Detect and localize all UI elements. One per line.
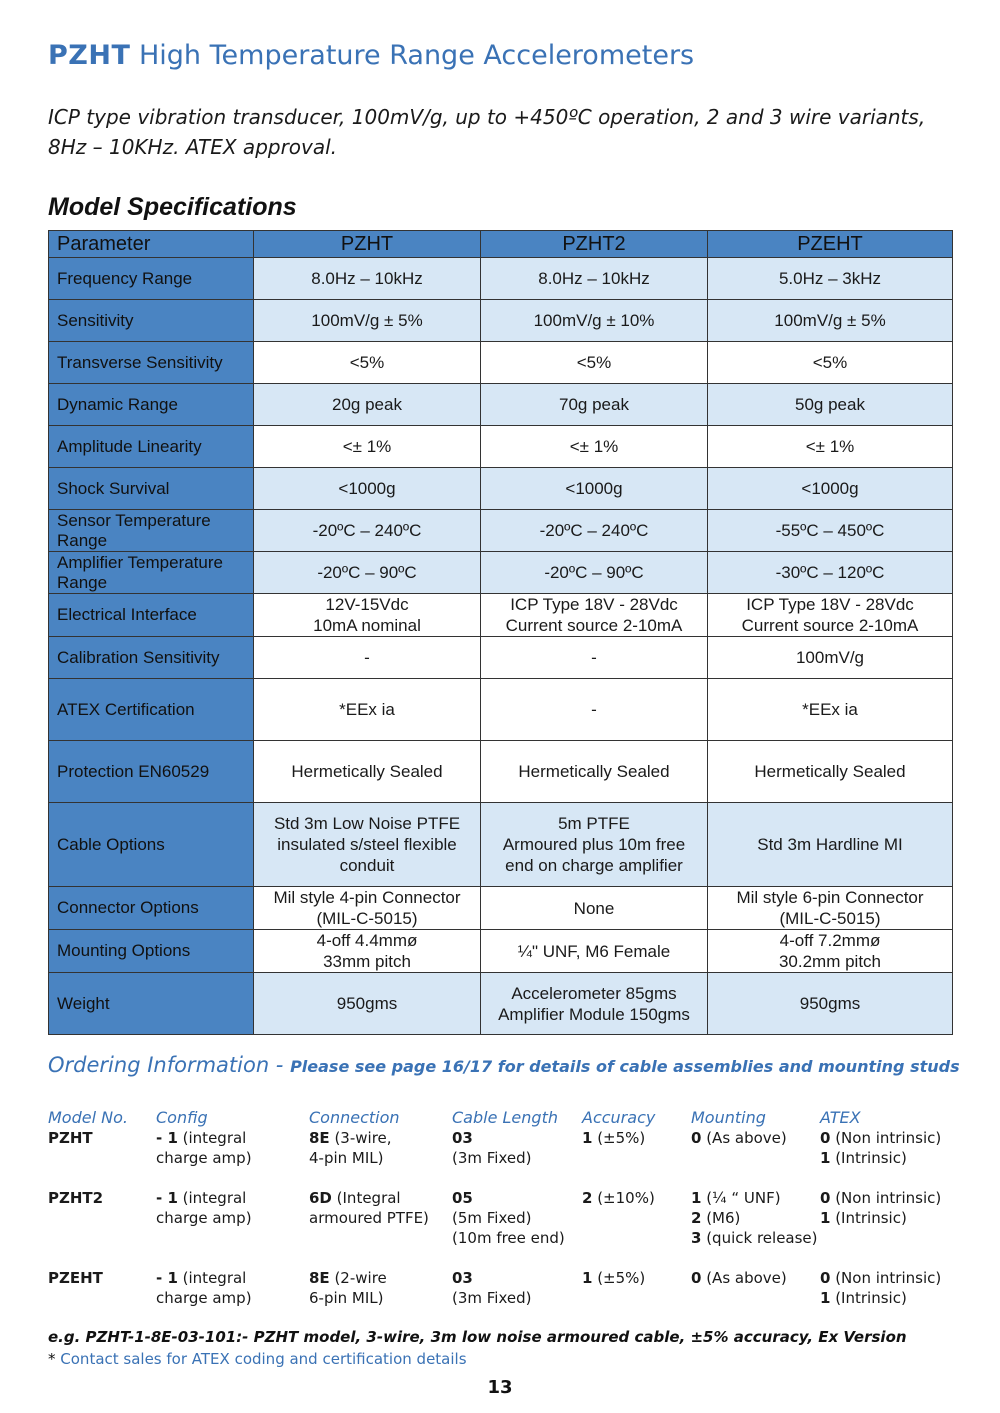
option-description: (±10%) [592,1189,655,1207]
option-description: (10m free end) [452,1229,565,1247]
option-description: (±5%) [592,1129,646,1147]
spec-param-label: Dynamic Range [49,384,254,426]
spec-value-cell [481,679,708,741]
option-description: (¼ “ UNF) [701,1189,781,1207]
spec-value-line: Std 3m Hardline MI [757,835,903,854]
ordering-option-line [820,1128,941,1148]
option-code: 1 [820,1149,831,1167]
spec-value-cell [708,468,953,510]
ordering-option-line [309,1188,429,1208]
spec-value-cell [708,552,953,594]
product-summary: ICP type vibration transducer, 100mV/g, up to +450ºC operation, 2 and 3 wire variants, 8Hz – 10KHz. ATEX approval. [48,105,926,159]
ordering-option-mounting [691,1128,787,1148]
spec-value-cell [481,510,708,552]
option-description: (3m Fixed) [452,1149,532,1167]
spec-param-label: Electrical Interface [49,594,254,637]
spec-value-line: - [591,700,597,719]
option-code: 2 [691,1209,702,1227]
ordering-option-cable [452,1268,532,1308]
spec-header-parameter: Parameter [49,231,254,258]
spec-row [49,594,953,637]
spec-value-cell [254,552,481,594]
ordering-option-line [691,1188,818,1208]
spec-row [49,552,953,594]
spec-value-line: <1000g [801,479,859,498]
ordering-column-header: Connection [309,1108,400,1127]
option-description: (±5%) [592,1269,646,1287]
spec-value-line: None [573,898,615,918]
spec-value-line: insulated s/steel flexible [277,835,457,854]
spec-value-cell [481,973,708,1035]
spec-value-line: end on charge amplifier [505,856,683,875]
option-code: 1 [582,1129,593,1147]
spec-value-cell [708,930,953,973]
spec-value-line: 4-off 7.2mmø [779,931,881,950]
spec-value-line: 5.0Hz – 3kHz [778,269,882,288]
spec-value-cell [708,741,953,803]
spec-value-line: Hermetically Sealed [754,762,906,781]
spec-value-line: (MIL-C-5015) [779,909,881,928]
spec-row [49,510,953,552]
ordering-option-line [820,1288,941,1308]
ordering-option-connection [309,1128,392,1168]
spec-value-line: 8.0Hz – 10kHz [311,269,423,288]
ordering-option-line [156,1148,252,1168]
ordering-option-line [452,1148,532,1168]
page-title [48,40,694,71]
ordering-heading [48,1053,960,1077]
spec-param-label: Weight [49,973,254,1035]
ordering-option-cable [452,1128,532,1168]
ordering-option-line [820,1208,941,1228]
spec-row [49,426,953,468]
spec-value-cell [254,803,481,887]
ordering-option-line [309,1148,392,1168]
spec-param-label: Transverse Sensitivity [49,342,254,384]
spec-value-cell [254,300,481,342]
option-code: 0 [691,1269,702,1287]
spec-value-line: ¼" UNF, M6 Female [517,941,671,961]
spec-row [49,679,953,741]
spec-value-line: 4-off 4.4mmø [316,931,418,950]
spec-header-pzeht: PZEHT [708,231,953,258]
option-description: 4-pin MIL) [309,1149,384,1167]
spec-value-cell [708,426,953,468]
option-description: (integral [177,1269,247,1287]
option-description: (3-wire, [329,1129,392,1147]
spec-value-line: 70g peak [559,395,629,414]
spec-value-cell [481,300,708,342]
option-code: 0 [691,1129,702,1147]
option-code: 1 [820,1209,831,1227]
spec-param-label: Cable Options [49,803,254,887]
spec-value-line: -55ºC – 450ºC [775,521,885,540]
spec-value-cell [254,384,481,426]
spec-value-cell [481,342,708,384]
spec-value-line: Current source 2-10mA [741,616,919,635]
model-code: PZEHT [48,1269,103,1287]
option-code: 05 [452,1189,473,1207]
option-description: (integral [177,1189,247,1207]
spec-value-cell [254,468,481,510]
option-code: - 1 [156,1269,178,1287]
spec-value-line: 33mm pitch [323,952,411,971]
spec-param-label: Amplitude Linearity [49,426,254,468]
option-description: (Non intrinsic) [830,1129,942,1147]
spec-value-cell [254,510,481,552]
spec-value-line: -20ºC – 240ºC [539,521,649,540]
spec-value-cell [481,258,708,300]
page-number: 13 [487,1377,513,1398]
ordering-title: Ordering Information - [48,1053,291,1077]
ordering-option-accuracy [582,1188,655,1208]
spec-value-line: 12V-15Vdc [325,595,409,614]
ordering-option-line [691,1128,787,1148]
model-code: PZHT2 [48,1189,104,1207]
spec-value-cell [254,887,481,930]
spec-value-cell [481,426,708,468]
spec-table [48,230,953,1035]
spec-param-label: ATEX Certification [49,679,254,741]
footnote-star: * [48,1350,56,1368]
ordering-option-connection [309,1188,429,1228]
spec-header-pzht: PZHT [254,231,481,258]
spec-value-line: <1000g [565,479,623,498]
spec-row [49,300,953,342]
spec-param-label: Connector Options [49,887,254,930]
ordering-option-line [452,1268,532,1288]
ordering-example: e.g. PZHT-1-8E-03-101:- PZHT model, 3-wire, 3m low noise armoured cable, ±5% accuracy, Ex Version [48,1328,907,1346]
spec-value-line: Armoured plus 10m free [502,835,686,854]
spec-value-line: 100mV/g ± 5% [774,311,886,330]
spec-value-cell [708,300,953,342]
ordering-option-line [691,1208,818,1228]
ordering-option-line [309,1288,387,1308]
spec-row [49,384,953,426]
spec-row [49,973,953,1035]
spec-value-cell [481,637,708,679]
option-description: (M6) [701,1209,741,1227]
spec-value-cell [708,679,953,741]
option-description: (5m Fixed) [452,1209,532,1227]
ordering-column-header: Model No. [48,1108,128,1127]
spec-row [49,637,953,679]
spec-value-line: 30.2mm pitch [778,952,882,971]
spec-value-line: 50g peak [795,395,865,414]
spec-row [49,468,953,510]
spec-value-line: 100mV/g [795,648,865,667]
spec-value-line: <± 1% [805,437,855,456]
ordering-option-line [309,1208,429,1228]
ordering-option-line [452,1288,532,1308]
option-code: 0 [820,1129,831,1147]
ordering-option-line [820,1148,941,1168]
option-code: 0 [820,1189,831,1207]
spec-value-line: *EEx ia [802,700,858,719]
spec-param-label: Amplifier Temperature Range [49,552,254,594]
spec-value-line: Mil style 6-pin Connector [736,888,924,907]
spec-row [49,258,953,300]
ordering-option-connection [309,1268,387,1308]
spec-value-cell [254,973,481,1035]
model-code: PZHT [48,1129,93,1147]
spec-value-cell [254,741,481,803]
spec-param-label: Shock Survival [49,468,254,510]
spec-value-line: <1000g [338,479,396,498]
spec-value-line: Hermetically Sealed [518,762,670,781]
option-description: (Intrinsic) [830,1289,907,1307]
ordering-column-header: Cable Length [452,1108,558,1127]
spec-value-line: Current source 2-10mA [505,616,683,635]
spec-value-cell [481,803,708,887]
option-description: (3m Fixed) [452,1289,532,1307]
spec-value-cell [254,930,481,973]
ordering-option-line [156,1268,252,1288]
spec-value-cell [708,803,953,887]
spec-value-line: <± 1% [569,437,619,456]
ordering-option-line [820,1268,941,1288]
spec-value-line: Hermetically Sealed [291,762,443,781]
spec-value-line: 5m PTFE [558,814,630,833]
spec-value-cell [708,342,953,384]
spec-value-line: - [364,648,370,667]
ordering-option-config [156,1128,252,1168]
footnote-text: Contact sales for ATEX coding and certification details [60,1350,467,1368]
spec-value-cell [254,258,481,300]
option-description: (As above) [701,1269,787,1287]
option-code: - 1 [156,1129,178,1147]
spec-value-cell [708,258,953,300]
spec-value-cell [254,426,481,468]
spec-value-line: 100mV/g ± 5% [311,311,423,330]
spec-value-cell [708,637,953,679]
spec-value-line: <± 1% [342,437,392,456]
spec-value-line: -30ºC – 120ºC [775,563,885,582]
spec-row [49,803,953,887]
ordering-option-atex [820,1128,941,1168]
spec-value-line: <5% [349,353,385,372]
ordering-option-line [582,1188,655,1208]
option-code: 6D [309,1189,332,1207]
option-code: 1 [691,1189,702,1207]
option-code: - 1 [156,1189,178,1207]
option-code: 0 [820,1269,831,1287]
ordering-option-cable [452,1188,565,1248]
spec-value-line: <5% [812,353,848,372]
ordering-model-name [48,1268,103,1288]
spec-value-cell [708,384,953,426]
spec-value-cell [254,342,481,384]
ordering-option-config [156,1268,252,1308]
spec-value-line: 8.0Hz – 10kHz [538,269,650,288]
option-code: 8E [309,1129,330,1147]
option-description: 6-pin MIL) [309,1289,384,1307]
spec-value-cell [481,594,708,637]
spec-param-label: Mounting Options [49,930,254,973]
ordering-column-header: Config [156,1108,208,1127]
ordering-option-line [820,1188,941,1208]
option-description: armoured PTFE) [309,1209,429,1227]
ordering-option-config [156,1188,252,1228]
spec-value-cell [481,552,708,594]
ordering-model-name [48,1188,103,1208]
ordering-option-line [309,1268,387,1288]
ordering-option-line [452,1208,565,1228]
spec-value-line: ICP Type 18V - 28Vdc [746,595,914,614]
ordering-option-line [156,1288,252,1308]
spec-header-pzht2: PZHT2 [481,231,708,258]
ordering-model-name [48,1128,93,1148]
spec-value-cell [708,594,953,637]
option-description: (quick release) [701,1229,818,1247]
spec-value-line: 10mA nominal [313,616,421,635]
spec-value-line: 950gms [799,994,861,1013]
atex-footnote [48,1350,467,1368]
spec-param-label: Sensor Temperature Range [49,510,254,552]
ordering-option-line [582,1268,645,1288]
ordering-option-line [156,1188,252,1208]
spec-header-row [49,231,953,258]
spec-value-line: Mil style 4-pin Connector [273,888,461,907]
option-description: (Non intrinsic) [830,1269,942,1287]
title-model: PZHT [48,40,131,71]
spec-value-line: ICP Type 18V - 28Vdc [510,595,678,614]
ordering-option-line [582,1128,645,1148]
ordering-option-line [691,1228,818,1248]
spec-value-line: - [591,648,597,667]
spec-value-cell [481,741,708,803]
ordering-column-header: Mounting [691,1108,766,1127]
option-description: (As above) [701,1129,787,1147]
spec-param-label: Sensitivity [49,300,254,342]
option-description: (Non intrinsic) [830,1189,942,1207]
ordering-option-line [691,1268,787,1288]
option-description: (integral [177,1129,247,1147]
spec-value-line: 100mV/g ± 10% [533,311,655,330]
spec-value-cell [708,510,953,552]
ordering-option-atex [820,1188,941,1228]
spec-value-line: conduit [339,856,395,875]
option-code: 1 [582,1269,593,1287]
spec-value-cell [254,594,481,637]
spec-value-cell [254,679,481,741]
option-description: (Integral [331,1189,401,1207]
option-code: 03 [452,1269,473,1287]
spec-value-cell [254,637,481,679]
spec-value-cell [481,384,708,426]
spec-value-line: -20ºC – 90ºC [544,563,644,582]
spec-value-cell [481,468,708,510]
spec-value-line: Std 3m Low Noise PTFE [273,814,461,833]
spec-param-label: Frequency Range [49,258,254,300]
option-code: 1 [820,1289,831,1307]
ordering-option-line [452,1228,565,1248]
ordering-option-line [452,1128,532,1148]
ordering-option-mounting [691,1188,818,1248]
title-text: High Temperature Range Accelerometers [138,40,695,71]
ordering-option-mounting [691,1268,787,1288]
ordering-option-line [156,1128,252,1148]
spec-row [49,342,953,384]
ordering-option-line [309,1128,392,1148]
spec-value-cell [481,887,708,930]
spec-value-cell [708,973,953,1035]
spec-param-label: Protection EN60529 [49,741,254,803]
option-description: charge amp) [156,1289,252,1307]
option-code: 2 [582,1189,593,1207]
ordering-option-line [452,1188,565,1208]
spec-value-line: -20ºC – 90ºC [317,563,417,582]
spec-value-line: Accelerometer 85gms [511,983,677,1003]
spec-value-cell [708,887,953,930]
spec-row [49,930,953,973]
ordering-column-header: Accuracy [582,1108,656,1127]
option-code: 8E [309,1269,330,1287]
spec-value-line: (MIL-C-5015) [316,909,418,928]
spec-param-label: Calibration Sensitivity [49,637,254,679]
option-description: charge amp) [156,1149,252,1167]
option-description: (Intrinsic) [830,1149,907,1167]
ordering-note: Please see page 16/17 for details of cable assemblies and mounting studs [290,1057,960,1076]
option-description: (Intrinsic) [830,1209,907,1227]
ordering-option-accuracy [582,1268,645,1288]
spec-value-line: Amplifier Module 150gms [498,1004,690,1024]
spec-value-line: -20ºC – 240ºC [312,521,422,540]
spec-value-line: 950gms [336,994,398,1013]
option-code: 3 [691,1229,702,1247]
spec-row [49,741,953,803]
option-code: 03 [452,1129,473,1147]
ordering-option-line [156,1208,252,1228]
option-description: charge amp) [156,1209,252,1227]
ordering-column-header: ATEX [820,1108,861,1127]
spec-heading: Model Specifications [48,193,297,221]
spec-value-line: <5% [576,353,612,372]
spec-row [49,887,953,930]
option-description: (2-wire [329,1269,387,1287]
spec-value-line: 20g peak [332,395,402,414]
ordering-option-accuracy [582,1128,645,1148]
spec-value-line: *EEx ia [339,700,395,719]
ordering-option-atex [820,1268,941,1308]
spec-value-cell [481,930,708,973]
